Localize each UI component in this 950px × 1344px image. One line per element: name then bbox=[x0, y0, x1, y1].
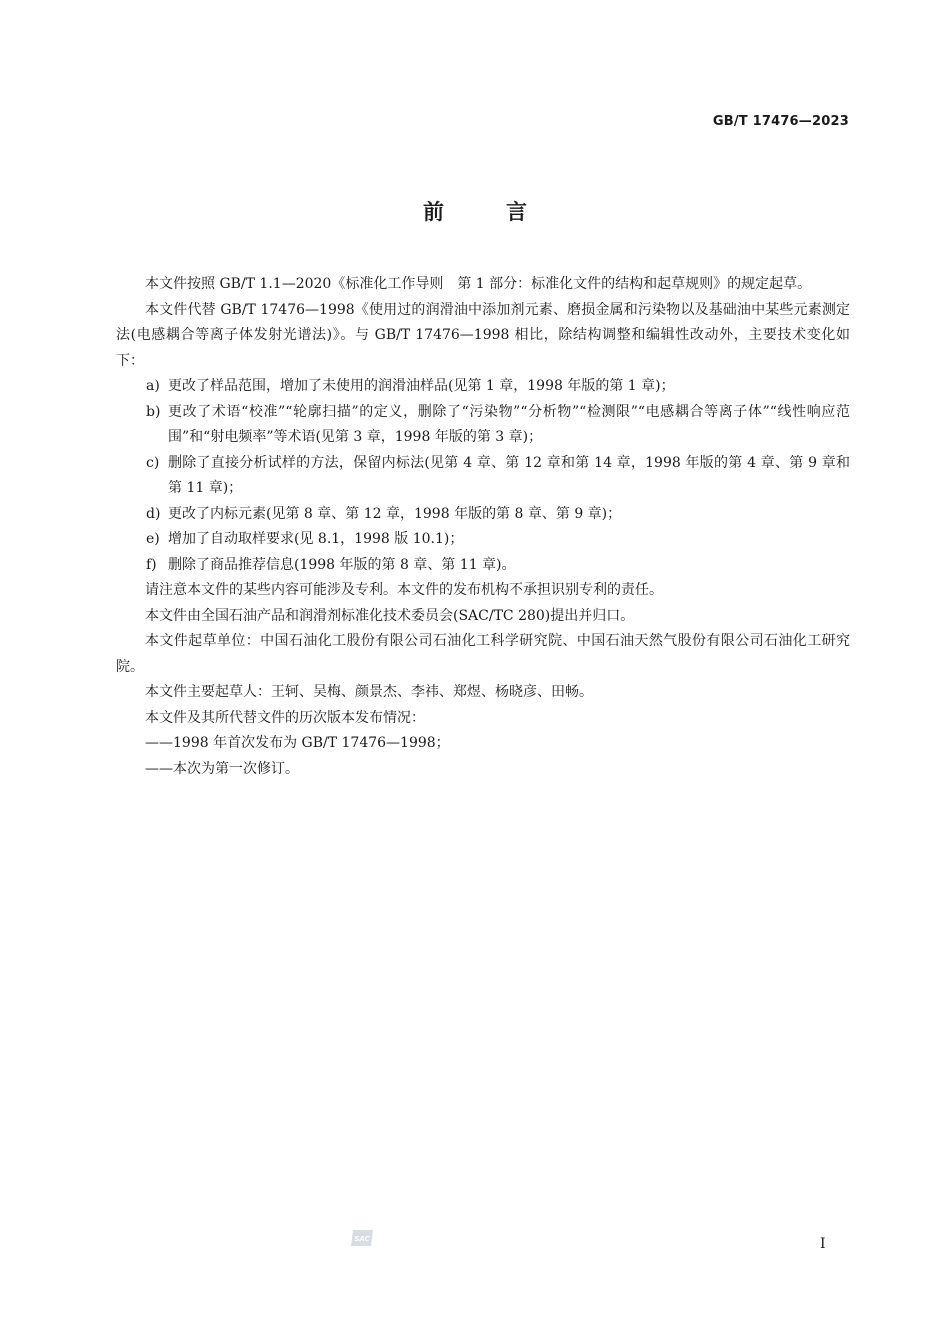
sac-logo-text: SAC bbox=[354, 1235, 370, 1243]
paragraph-drafting-rules: 本文件按照 GB/T 1.1—2020《标准化工作导则 第 1 部分：标准化文件的结构和起草规则》的规定起草。 bbox=[145, 276, 812, 292]
list-item bbox=[116, 527, 850, 553]
title-char-2: 言 bbox=[506, 200, 527, 224]
list-marker: b) bbox=[146, 403, 161, 420]
list-marker: d) bbox=[146, 505, 161, 522]
paragraph-drafters: 本文件主要起草人：王轲、吴梅、颜景杰、李祎、郑煜、杨晓彦、田畅。 bbox=[145, 684, 593, 700]
list-item bbox=[116, 451, 850, 502]
list-marker: a) bbox=[146, 378, 160, 394]
paragraph-proposer: 本文件由全国石油产品和润滑剂标准化技术委员会(SAC/TC 280)提出并归口。 bbox=[145, 607, 635, 624]
paragraph-drafting-units: 本文件起草单位：中国石油化工股份有限公司石油化工科学研究院、中国石油天然气股份有限公司石油化工研究院。 bbox=[116, 633, 850, 675]
paragraph-replacement: 本文件代替 GB/T 17476—1998《使用过的润滑油中添加剂元素、磨损金属和污染物以及基础油中某些元素测定法(电感耦合等离子体发射光谱法)》。与 GB/T 17476—1998 相比，除结构调整和编辑性改动外，主要技术变化如下： bbox=[116, 301, 850, 369]
list-item-text: 增加了自动取样要求(见 8.1，1998 版 10.1)； bbox=[168, 531, 464, 547]
page-title bbox=[0, 196, 950, 226]
sac-logo bbox=[349, 1229, 375, 1247]
list-item bbox=[116, 502, 850, 528]
list-item bbox=[116, 400, 850, 451]
list-item-text: 更改了术语“校准”“轮廓扫描”的定义，删除了“污染物”“分析物”“检测限”“电感耦合等离子体”“线性响应范围”和“射电频率”等术语(见第 3 章，1998 年版的第 3 章)； bbox=[168, 403, 850, 445]
list-item-text: 更改了样品范围，增加了未使用的润滑油样品(见第 1 章，1998 年版的第 1 章)； bbox=[168, 378, 675, 394]
paragraph-history-intro: 本文件及其所代替文件的历次版本发布情况： bbox=[145, 709, 425, 726]
list-item-text: 删除了直接分析试样的方法，保留内标法(见第 4 章、第 12 章和第 14 章，1998 年版的第 4 章、第 9 章和第 11 章)； bbox=[168, 454, 850, 496]
change-list bbox=[116, 374, 850, 578]
title-char-1: 前 bbox=[423, 200, 444, 224]
history-item: ——本次为第一次修订。 bbox=[145, 760, 299, 777]
list-item bbox=[116, 553, 850, 579]
page-number: I bbox=[820, 1236, 826, 1252]
foreword-body bbox=[116, 272, 850, 782]
paragraph-patent-notice: 请注意本文件的某些内容可能涉及专利。本文件的发布机构不承担识别专利的责任。 bbox=[145, 582, 663, 598]
standard-number: GB/T 17476—2023 bbox=[712, 114, 849, 129]
list-item-text: 删除了商品推荐信息(1998 年版的第 8 章、第 11 章)。 bbox=[168, 556, 516, 573]
list-item bbox=[116, 374, 850, 400]
list-marker: e) bbox=[146, 531, 160, 547]
list-marker: c) bbox=[146, 454, 160, 471]
list-marker: f) bbox=[146, 556, 157, 573]
list-item-text: 更改了内标元素(见第 8 章、第 12 章，1998 年版的第 8 章、第 9 章)； bbox=[168, 505, 622, 522]
history-item: ——1998 年首次发布为 GB/T 17476—1998； bbox=[145, 735, 450, 751]
